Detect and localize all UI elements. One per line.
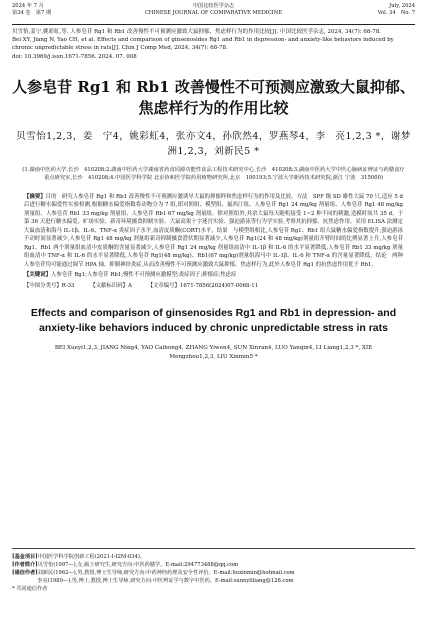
footnotes xyxy=(12,548,415,593)
title-en: Effects and comparison of ginsenosides Rg1 and Rb1 in depression- and anxiety-like behaviors induced by chronic unpredictable stress in rats xyxy=(30,307,397,335)
footnote-co-corresponding xyxy=(12,585,415,593)
running-header xyxy=(12,0,415,25)
footnote-label: [作者简介] xyxy=(12,562,38,568)
citation-en: Bei XY, Jiang N, Yao CH, et al. Effects and comparison of ginsenosides Rg1 and Rb1 in depression- and anxiety-like behaviors induced by chronic unpredictable stress in rats[J]. Chin J Comp Med, 2024, 34(7): 68-78. xyxy=(12,37,394,52)
footnote-label xyxy=(12,577,37,585)
footnote-label: [通信作者] xyxy=(12,570,38,576)
header-volume-cn: 第34 卷 第7 期 xyxy=(12,10,52,16)
journal-name-cn: 中国比较医学杂志 xyxy=(192,3,235,9)
affiliations-cn: (1.湖南中医药大学,长沙 410208;2.湖南中医药大学湖南省药食同源功能性食品工程技术研究中心,长沙 410208;3.湖南中医药大学中医心脑病证辨证与药膳食疗重点研究室,长沙 410208;4.中国医学科学院 北京协和医学院药用植物研究所,北京 100193;5.宁波大学新药技术研究院,浙江 宁波 315000) xyxy=(22,166,405,182)
citation-cn: 贝雪怡,姜宁,姚彩虹,等. 人参皂苷 Rg1 和 Rb1 改善慢性不可预测应激致大鼠抑郁、焦虑样行为的作用比较[J]. 中国比较医学杂志, 2024, 34(7): 68-78. xyxy=(12,29,382,35)
abstract-cn xyxy=(12,193,415,270)
footnote-text: 李亮(1980—),男,博士,教授,博士生导师,研究方向:中医辨证学与数字中医药。E-mail:sunnyliliang@126.com xyxy=(37,578,294,584)
footnote-text: * 共同通信作者 xyxy=(12,586,48,592)
footnote-text: 刘新民(1962—),男,教授,博士生导师,研究方向:中药神经药理及安全性评价。E-mail:liuxinmin@hotmail.com xyxy=(37,570,295,576)
title-cn: 人参皂苷 Rg1 和 Rb1 改善慢性不可预测应激致大鼠抑郁、焦虑样行为的作用比较 xyxy=(12,77,415,117)
header-date-cn: 2024 年 7 月 xyxy=(12,3,44,9)
keywords-body: 人参皂苷 Rg1;人参皂苷 Rb1;慢性不可预测应激模型;炎症因子;抑郁症;焦虑症 xyxy=(50,272,237,279)
footnote-label: [基金项目] xyxy=(12,554,38,560)
header-date-en: July, 2024 xyxy=(389,3,415,9)
clc-number: 【中图分类号】R-33 xyxy=(24,282,75,289)
abstract-label: 【摘要】 xyxy=(24,193,46,200)
authors-en: BEI Xueyi1,2,3, JIANG Ning4, YAO Caihong4, ZHANG Yiwen4, SUN Xinran4, LUO Yanqin4, LI Liang1,2,3 *, XIE Mengzhou1,2,3, LIU Xinmin5 * xyxy=(54,345,373,361)
document-code: 【文献标识码】A xyxy=(90,282,132,289)
footnote-corresponding xyxy=(12,569,415,577)
footnote-text: 中国医学科学院创新工程(2021-I-I2M-034)。 xyxy=(37,554,146,560)
journal-name-en: CHINESE JOURNAL OF COMPARATIVE MEDICINE xyxy=(144,10,283,16)
classification-line xyxy=(12,282,415,291)
footnote-text: 贝雪怡(1997—),女,硕士研究生,研究方向:中医药膳学。E-mail:294773488@qq.com xyxy=(37,562,239,568)
article-number: 【文章编号】1671-7856(2024)07-0068-11 xyxy=(147,282,259,289)
doi[interactable]: doi: 10.3969/j.issn.1671-7856. 2024. 07. 008 xyxy=(12,53,137,60)
header-right xyxy=(378,3,415,17)
citation-block xyxy=(12,28,415,61)
authors-cn: 贝雪怡1,2,3，姜 宁4，姚彩虹4，张亦文4，孙欣然4，罗燕琴4，李 亮1,2,3 *，谢梦洲1,2,3，刘新民5 * xyxy=(16,130,411,157)
footnote-funding xyxy=(12,553,415,561)
keywords-label: 【关键词】 xyxy=(24,272,51,279)
footnote-corresponding-2 xyxy=(12,577,415,585)
header-volume-en: Vol. 34 No. 7 xyxy=(377,10,415,16)
abstract-body: 目的 研究人参皂苷 Rg1 和 Rb1 改善慢性不可预测应激诱导大鼠的抑郁样和焦虑样行为的作用及比较。方法 SPF 级 SD 雄性大鼠 70 只,适应 5 d 后进行糖水偏爱性实验检测,根据糖水偏爱指数将动物分为 7 组,即对照组、模型组、氟西汀组、人参皂苷 Rg1 24 mg/kg 剂量组、人参皂苷 Rg1 48 mg/kg 剂量组、人参皂苷 Rb1 33 mg/kg 剂量组、人参皂苷 Rb1 67 mg/kg 剂量组。除对照组外,其余大鼠每天随机接受 1~2 种不同的刺激,造模时间共 35 d。于第 36 天进行糖水偏爱、旷场实验、新奇环境摄食抑制实验、大鼠高架十字迷宫实验、强迫游泳等行为学实验,考察其抗抑郁、抗焦虑作用。采用 ELISA 法测定大鼠血清和海马 IL-1β、IL-6、TNF-α 炎症因子水平,血清皮质酮(CORT)水平。结果 与模型组相比,人参皂苷 Rg1、Rb1 组大鼠糖水偏爱指数提升,强迫游泳不动时间显著减少,人参皂苷 Rg1 48 mg/kg 剂量组新奇抑制摄食潜伏期显著减少,人参皂苷 Rg1(24 和 48 mg/kg)剂量组开臂时间的比例显著上升,人参皂苷 Rg1、Rb1 两个剂量组血清中皮质酮的含量显著减少,人参皂苷 Rg1 24 mg/kg 剂量组血清中 IL-1β 和 IL-6 的水平显著降低,人参皂苷 Rb1 33 mg/kg 剂量组血清中 TNF-α 和 IL-6 的水平显著降低,人参皂苷 Rg1(48 mg/kg)、Rb1(67 mg/kg)剂量组海马中 IL-1β、IL-6 和 TNF-α 的含量显著降低。结论 两种人参皂苷均可能通过调节 HPA 轴、抑制神经炎症,从而改善慢性不可预测应激致大鼠抑郁、焦虑样行为,此外人参皂苷 Rg1 的抗焦虑作用优于 Rb1。 xyxy=(24,193,403,268)
footnote-author-bio xyxy=(12,561,415,569)
header-center xyxy=(12,3,415,17)
keywords-cn xyxy=(12,271,415,280)
